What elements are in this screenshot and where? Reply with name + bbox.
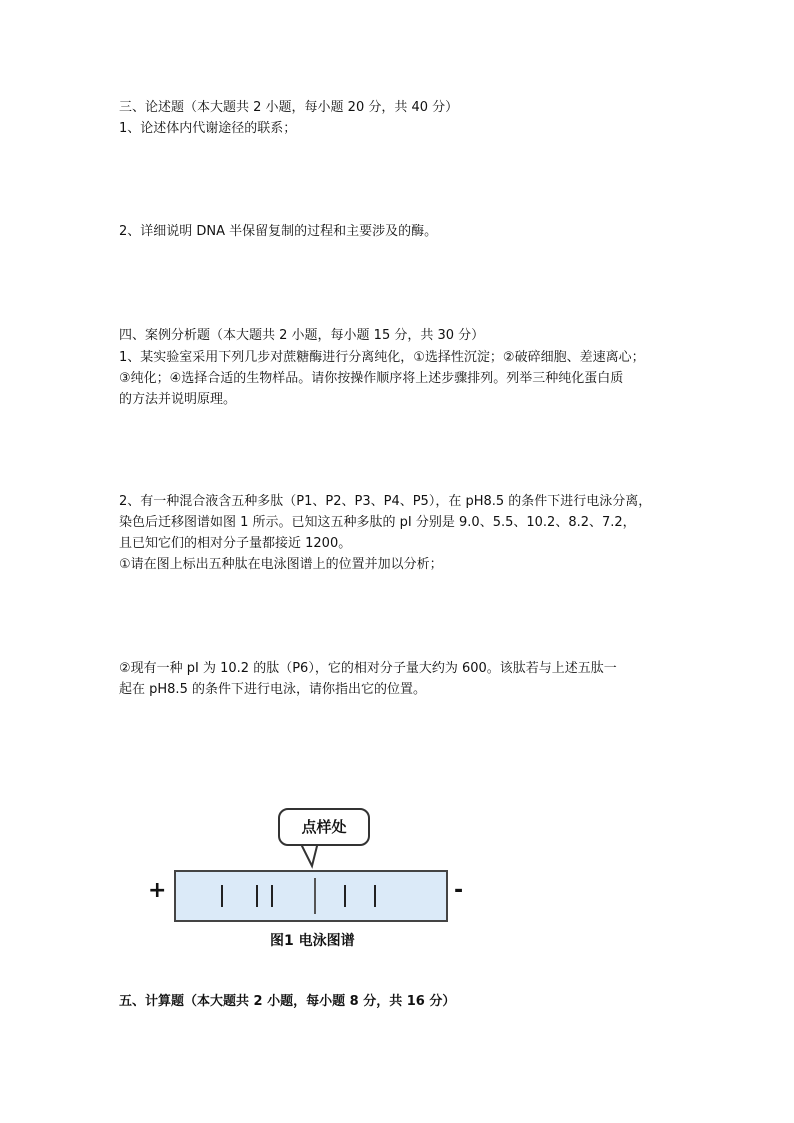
band-1 [221, 885, 223, 907]
section4-q2-line4: ①请在图上标出五种肽在电泳图谱上的位置并加以分析； [119, 557, 443, 572]
gel-strip [174, 870, 448, 922]
section4-q2-part2-line2: 起在 pH8.5 的条件下进行电泳，请你指出它的位置。 [119, 682, 426, 697]
band-5 [374, 885, 376, 907]
section4-heading: 四、案例分析题（本大题共 2 小题，每小题 15 分，共 30 分） [119, 328, 485, 343]
section3-heading: 三、论述题（本大题共 2 小题，每小题 20 分，共 40 分） [119, 100, 459, 115]
section4-q2-line3: 且已知它们的相对分子量都接近 1200。 [119, 536, 352, 551]
band-4 [344, 885, 346, 907]
section4-q2-line2: 染色后迁移图谱如图 1 所示。已知这五种多肽的 pI 分别是 9.0、5.5、10.2、8.2、7.2， [119, 515, 636, 530]
section4-q2-part2-line1: ②现有一种 pI 为 10.2 的肽（P6），它的相对分子量大约为 600。该肽若与上述五肽一 [119, 661, 617, 676]
section4-q1-line2: ③纯化；④选择合适的生物样品。请你按操作顺序将上述步骤排列。列举三种纯化蛋白质 [119, 371, 624, 386]
section5-heading: 五、计算题（本大题共 2 小题，每小题 8 分，共 16 分） [119, 994, 456, 1009]
electrophoresis-figure [140, 800, 480, 960]
cathode-minus-sign: - [454, 878, 464, 903]
origin-line [314, 878, 316, 914]
band-3 [271, 885, 273, 907]
sample-origin-callout: 点样处 [278, 808, 370, 846]
section3-question2: 2、详细说明 DNA 半保留复制的过程和主要涉及的酶。 [119, 224, 438, 239]
figure-caption: 图1 电泳图谱 [270, 933, 355, 949]
section4-q1-line3: 的方法并说明原理。 [119, 392, 237, 407]
anode-plus-sign: + [148, 878, 167, 903]
band-2 [256, 885, 258, 907]
section4-q2-line1: 2、有一种混合液含五种多肽（P1、P2、P3、P4、P5），在 pH8.5 的条件下进行电泳分离， [119, 494, 652, 509]
section4-q1-line1: 1、某实验室采用下列几步对蔗糖酶进行分离纯化，①选择性沉淀；②破碎细胞、差速离心； [119, 350, 645, 365]
section3-question1: 1、论述体内代谢途径的联系； [119, 121, 297, 136]
